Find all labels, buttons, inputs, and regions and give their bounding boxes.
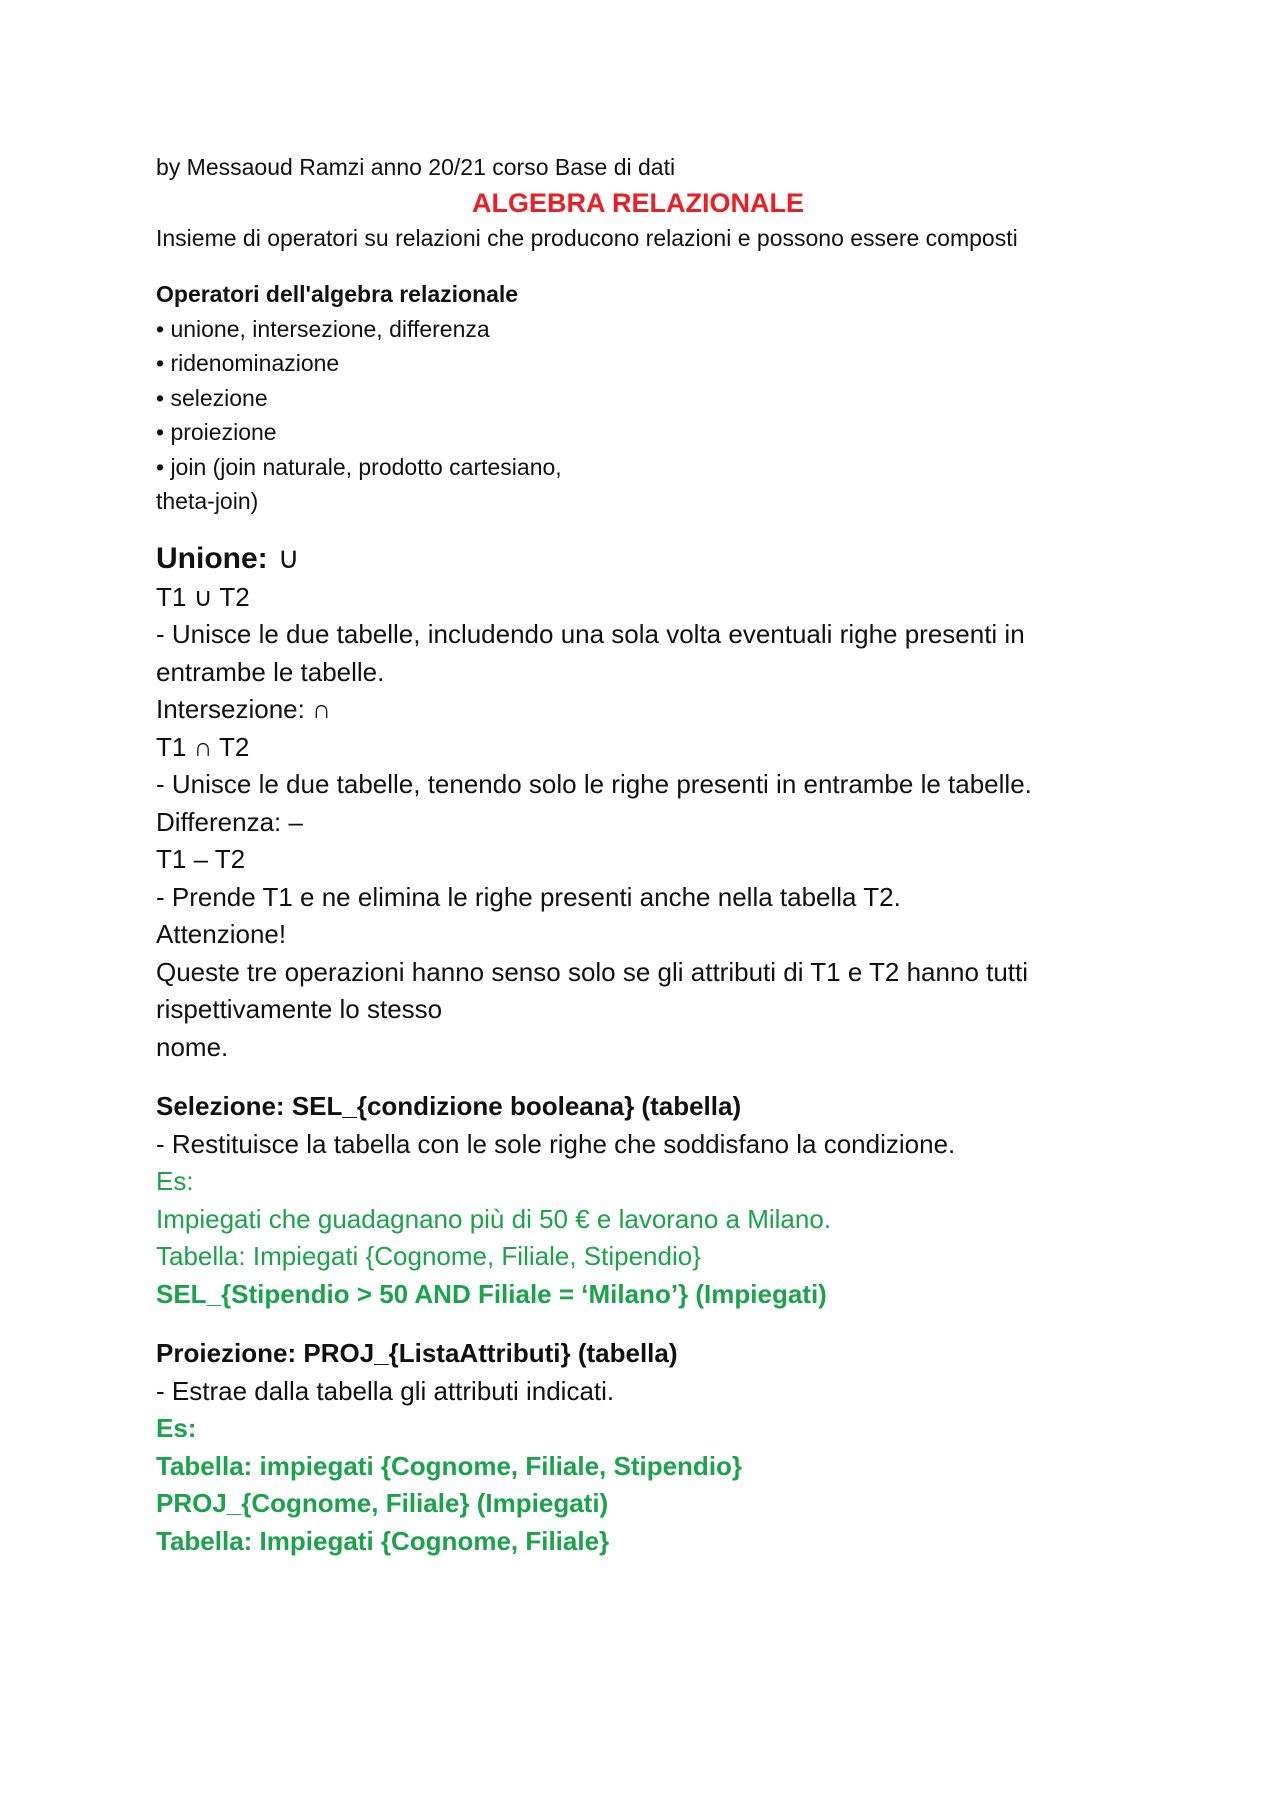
selezione-example-text: Impiegati che guadagnano più di 50 € e lavorano a Milano. xyxy=(156,1203,832,1234)
operator-item: • unione, intersezione, differenza xyxy=(156,315,490,342)
selezione-example-table: Tabella: Impiegati {Cognome, Filiale, Stipendio} xyxy=(156,1241,701,1271)
attenzione-text: Queste tre operazioni hanno senso solo se gli attributi di T1 e T2 hanno tutti xyxy=(156,956,1029,987)
attenzione-text-cont: rispettivamente lo stesso xyxy=(156,994,443,1024)
differenza-description: - Prende T1 e ne elimina le righe presenti anche nella tabella T2. xyxy=(156,881,901,912)
operator-item: • selezione xyxy=(156,384,268,411)
unione-description-cont: entrambe le tabelle. xyxy=(156,656,385,687)
selezione-example-label: Es: xyxy=(156,1166,194,1196)
operator-item: • proiezione xyxy=(156,419,277,445)
spacer xyxy=(156,255,1156,277)
selezione-example-query: SEL_{Stipendio > 50 AND Filiale = ‘Milano’} (Impiegati) xyxy=(156,1278,827,1309)
intersezione-description: - Unisce le due tabelle, tenendo solo le righe presenti in entrambe le tabelle. xyxy=(156,769,1032,799)
proiezione-heading: Proiezione: PROJ_{ListaAttributi} (tabella) xyxy=(156,1338,678,1368)
selezione-heading: Selezione: SEL_{condizione booleana} (tabella) xyxy=(156,1091,742,1121)
proiezione-example-table: Tabella: impiegati {Cognome, Filiale, Stipendio} xyxy=(156,1450,743,1481)
union-symbol: ∪ xyxy=(277,541,300,575)
operator-item: • ridenominazione xyxy=(156,350,340,376)
differenza-heading: Differenza: – xyxy=(156,806,303,837)
selezione-description: - Restituisce la tabella con le sole righe che soddisfano la condizione. xyxy=(156,1128,956,1159)
operators-heading: Operatori dell'algebra relazionale xyxy=(156,281,519,307)
unione-heading-label: Unione: xyxy=(156,541,268,575)
proiezione-example-query: PROJ_{Cognome, Filiale} (Impiegati) xyxy=(156,1488,609,1518)
page-title: ALGEBRA RELAZIONALE xyxy=(472,187,804,218)
operator-item-continuation: theta-join) xyxy=(156,488,259,514)
attenzione-heading: Attenzione! xyxy=(156,919,287,949)
proiezione-example-result: Tabella: Impiegati {Cognome, Filiale} xyxy=(156,1525,610,1556)
operator-item: • join (join naturale, prodotto cartesiano, xyxy=(156,453,562,480)
proiezione-description: - Estrae dalla tabella gli attributi indicati. xyxy=(156,1375,615,1406)
byline: by Messaoud Ramzi anno 20/21 corso Base di dati xyxy=(156,154,676,180)
proiezione-example-label: Es: xyxy=(156,1413,197,1443)
document-page xyxy=(156,150,1156,1560)
unione-expression: T1 ∪ T2 xyxy=(156,581,250,612)
spacer xyxy=(156,1313,1156,1335)
differenza-expression: T1 – T2 xyxy=(156,844,246,874)
intro-text: Insieme di operatori su relazioni che producono relazioni e possono essere composti xyxy=(156,224,1018,251)
spacer xyxy=(156,1066,1156,1088)
unione-description: - Unisce le due tabelle, includendo una sola volta eventuali righe presenti in xyxy=(156,619,1025,649)
unione-heading xyxy=(156,539,1156,579)
attenzione-text-end: nome. xyxy=(156,1031,229,1062)
intersezione-expression: T1 ∩ T2 xyxy=(156,731,250,762)
intersezione-heading: Intersezione: ∩ xyxy=(156,694,331,724)
